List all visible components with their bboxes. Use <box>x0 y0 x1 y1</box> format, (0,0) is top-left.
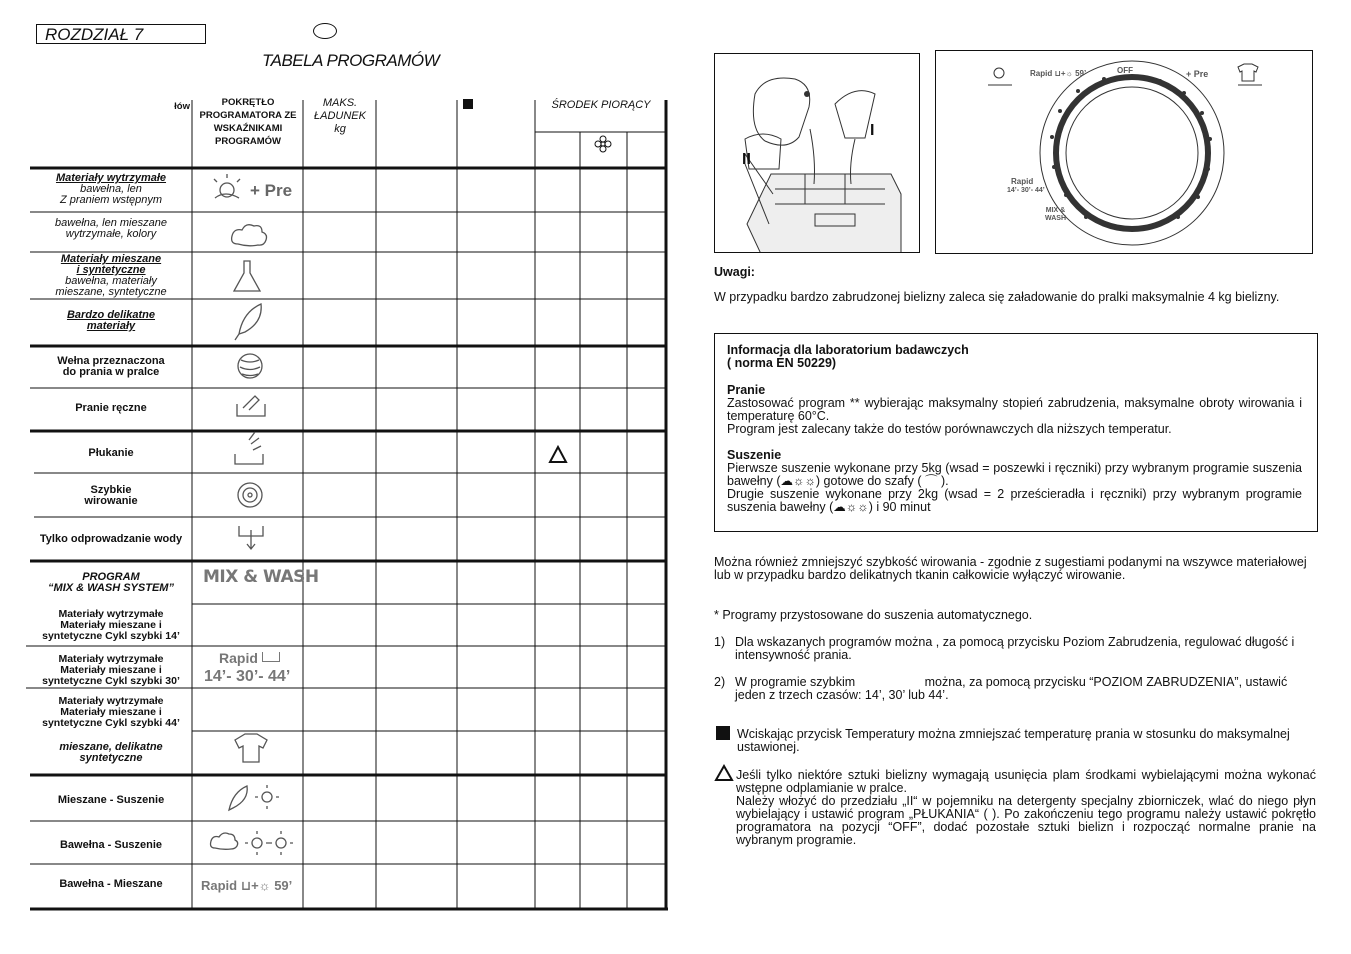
rinse-icon <box>235 432 263 464</box>
row-label-12: Materiały wytrzymałe Materiały mieszane i syntetyczne Cykl szybki 30’ <box>42 653 180 687</box>
spin-note: Można również zmniejszyć szybkość wirowania - zgodnie z sugestiami podanymi na wszywce materiałowej lub w przypadku bardzo delikatnych tkanin całkowicie wyłączyć wirowanie. <box>714 555 1307 582</box>
row-label-17: Bawełna - Mieszane <box>59 878 163 890</box>
lab-info-norm: ( norma EN 50229) <box>727 356 837 370</box>
suszenie-text-1: Pierwsze suszenie wykonane przy 5kg (wsad = poszewki i ręczniki) przy wybranym programie suszenia bawełny (☁☼☼) gotowe do szafy ( ⌒ ). <box>727 461 1302 488</box>
drain-icon <box>239 526 263 549</box>
lab-info-title: Informacja dla laboratorium badawczych <box>727 343 969 357</box>
row-label-6: Pranie ręczne <box>75 402 147 414</box>
cotton-icon <box>232 225 267 246</box>
fabric-column-header: łów <box>174 101 190 112</box>
cotton-dry-icon <box>211 831 294 855</box>
chapter-label: ROZDZIAŁ 7 <box>36 24 206 44</box>
note-2-number: 2) <box>714 675 726 689</box>
row-label-1: Materiały wytrzymałe bawełna, len Z praniem wstępnym <box>55 172 167 206</box>
note-2-text: W programie szybkim można, za pomocą przycisku “POZIOM ZABRUDZENIA”, ustawić jeden z trzech czasów: 14’, 30’ lub 44’. <box>735 675 1291 702</box>
bleach-note-2: Należy włożyć do przedziału „II“ w pojemniku na detergenty specjalny zbiorniczek, wlać do niego płyn wybielający i ustawić program „PŁUKANIA“ ( ). Po zakończeniu tego programu należy ustawić pokrętło programatora na pozycji “OFF”, dodać pozostałe sztuki bielizn i rozpocząć normalne pranie na wybranym programie. <box>736 794 1316 847</box>
row-label-7: Płukanie <box>88 447 134 459</box>
row-label-14: mieszane, delikatne syntetyczne <box>59 741 163 764</box>
suszenie-heading: Suszenie <box>727 448 782 462</box>
prewash-pre-label: + Pre <box>250 181 293 200</box>
rapid-tub-icon <box>262 652 280 662</box>
lab-info-box <box>714 333 1318 532</box>
row-label-5: Wełna przeznaczona do prania w pralce <box>57 355 165 378</box>
synthetic-flask-icon <box>234 261 260 291</box>
page-title: TABELA PROGRAMÓW <box>262 51 440 70</box>
dial-rapid-left-times: 14’- 30’- 44’ <box>1007 187 1045 194</box>
rapid-59-label: Rapid ⊔+☼ 59’ <box>201 878 293 893</box>
drawer-label-II: II <box>742 151 751 168</box>
row-label-16: Bawełna - Suszenie <box>59 839 163 851</box>
bleach-triangle-icon <box>714 764 734 782</box>
dial-rapid-top: Rapid ⊔+☼ 59’ <box>1030 69 1087 78</box>
program-icons-column <box>193 168 303 910</box>
row-label-3: Materiały mieszane i syntetyczne bawełna, materiały mieszane, syntetyczne <box>55 253 167 298</box>
bleach-note-1: Jeśli tylko niektóre sztuki bielizny wymagają usunięcia plam środkami wybielającymi można wykonać wstępne odplamianie w pralce. <box>736 768 1316 795</box>
feather-dry-icon <box>229 785 279 810</box>
dial-mix-wash: MIX & WASH <box>1045 207 1066 222</box>
row-label-2: bawełna, len mieszane wytrzymałe, kolory <box>55 217 167 240</box>
dial-off-label: OFF <box>1117 66 1133 75</box>
program-dial-illustration <box>935 50 1313 254</box>
dial-pre-label: + Pre <box>1186 69 1209 79</box>
row-label-4: Bardzo delikatne materiały <box>66 309 156 332</box>
wool-icon <box>238 354 262 378</box>
notes-heading: Uwagi: <box>714 265 755 279</box>
auto-dry-note: * Programy przystosowane do suszenia automatycznego. <box>714 608 1033 622</box>
shirt-icon <box>235 734 267 762</box>
note-1-text: Dla wskazanych programów można , za pomocą przycisku Poziom Zabrudzenia, regulować długość i intensywność prania. <box>735 635 1295 662</box>
drawer-label-I: I <box>870 122 875 139</box>
detergent-column-header: ŚRODEK PIORĄCY <box>551 99 651 111</box>
notes-load-text: W przypadku bardzo zabrudzonej bielizny zaleca się załadowanie do pralki maksymalnie 4 kg bielizny. <box>714 290 1280 304</box>
note-1-number: 1) <box>714 635 726 649</box>
pranie-heading: Pranie <box>727 383 766 397</box>
row-label-13: Materiały wytrzymałe Materiały mieszane i syntetyczne Cykl szybki 44’ <box>42 695 180 729</box>
rapid-times: 14’- 30’- 44’ <box>204 668 291 685</box>
row-label-10: PROGRAM “MIX & WASH SYSTEM” <box>48 571 174 594</box>
temperature-square-icon <box>716 726 730 740</box>
suszenie-text-2: Drugie suszenie wykonane przy 2kg (wsad = 2 prześcieradła i ręczniki) przy wybranym programie suszenia bawełny (☁☼☼) i 90 minut <box>727 487 1302 514</box>
temperature-note: Wciskając przycisk Temperatury można zmniejszać temperaturę prania w stosunku do maksymalnej ustawionej. <box>737 727 1290 754</box>
spin-icon <box>238 483 262 507</box>
pranie-text-1: Zastosować program ** wybierając maksymalny stopień zabrudzenia, maksymalne obroty wirowania i temperaturę 60°C. <box>727 396 1302 423</box>
mix-wash-logo: MIX & WASH <box>203 567 319 587</box>
rapid-label: Rapid <box>219 650 258 666</box>
detergent-drawer-illustration <box>714 53 920 253</box>
load-column-header: MAKS. ŁADUNEK kg <box>314 97 366 135</box>
row-label-9: Tylko odprowadzanie wody <box>39 533 183 545</box>
row-label-15: Mieszane - Suszenie <box>57 794 165 806</box>
delicate-feather-icon <box>235 304 261 340</box>
dial-rapid-left: Rapid <box>1011 177 1034 186</box>
knob-column-header: POKRĘTŁO PROGRAMATORA ZE WSKAŹNIKAMI PROGRAMÓW <box>199 97 297 147</box>
prewash-icon <box>214 174 240 198</box>
pranie-text-2: Program jest zalecany także do testów porównawczych dla niższych temperatur. <box>727 422 1172 436</box>
row-label-8: Szybkie wirowanie <box>84 484 138 507</box>
row-label-11: Materiały wytrzymałe Materiały mieszane i syntetyczne Cykl szybki 14’ <box>42 608 180 642</box>
handwash-icon <box>237 396 265 416</box>
